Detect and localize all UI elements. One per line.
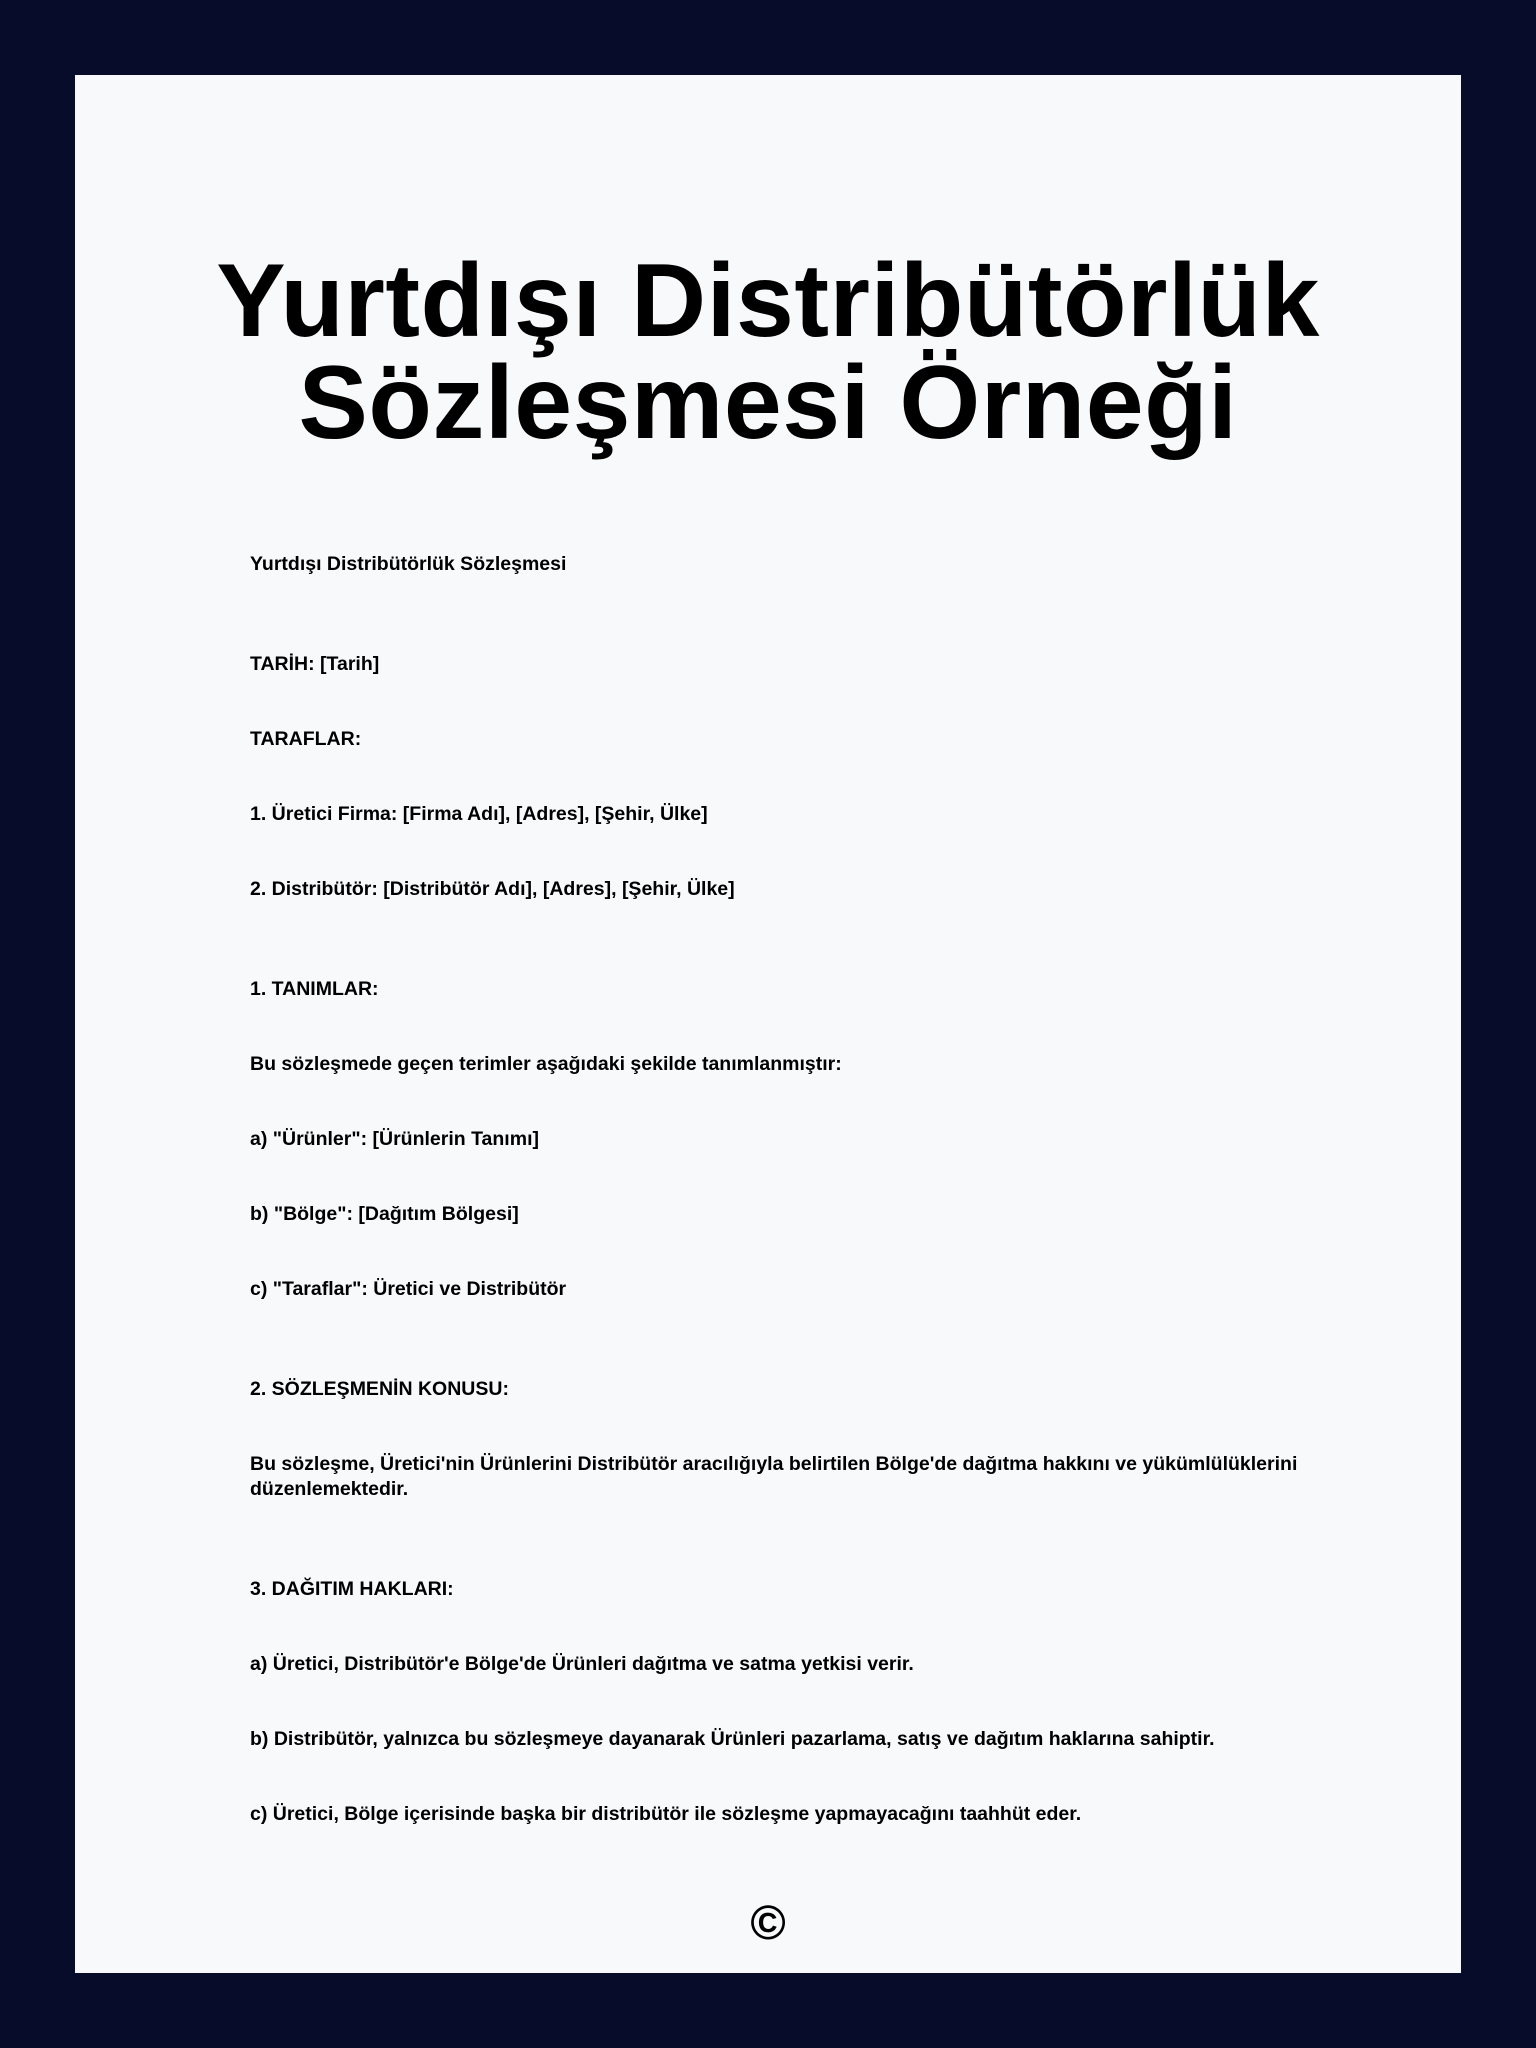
parties-heading: TARAFLAR:: [250, 728, 362, 750]
document-title: [75, 243, 1461, 461]
document-page: [75, 75, 1461, 1973]
distribution-right-c: c) Üretici, Bölge içerisinde başka bir distribütör ile sözleşme yapmayacağını taahhüt eder.: [250, 1803, 1082, 1825]
title-line-1: Yurtdışı Distribütörlük: [216, 243, 1320, 359]
title-line-2: Sözleşmesi Örneği: [298, 345, 1238, 461]
definition-products: a) "Ürünler": [Ürünlerin Tanımı]: [250, 1128, 539, 1150]
section-distribution-rights-heading: 3. DAĞITIM HAKLARI:: [250, 1578, 454, 1600]
section-definitions-heading: 1. TANIMLAR:: [250, 978, 379, 1000]
document-heading: Yurtdışı Distribütörlük Sözleşmesi: [250, 553, 567, 575]
subject-paragraph: Bu sözleşme, Üretici'nin Ürünlerini Distribütör aracılığıyla belirtilen Bölge'de dağıtma hakkını ve yükümlülüklerini düzenlemektedir.: [250, 1453, 1298, 1500]
party-manufacturer: 1. Üretici Firma: [Firma Adı], [Adres], [Şehir, Ülke]: [250, 803, 708, 825]
copyright-icon: ©: [750, 1897, 786, 1950]
party-distributor: 2. Distribütör: [Distribütör Adı], [Adres], [Şehir, Ülke]: [250, 878, 735, 900]
distribution-right-a: a) Üretici, Distribütör'e Bölge'de Ürünleri dağıtma ve satma yetkisi verir.: [250, 1653, 914, 1675]
date-line: TARİH: [Tarih]: [250, 653, 380, 675]
definitions-intro: Bu sözleşmede geçen terimler aşağıdaki şekilde tanımlanmıştır:: [250, 1053, 842, 1075]
definition-parties: c) "Taraflar": Üretici ve Distribütör: [250, 1278, 567, 1300]
distribution-right-b: b) Distribütör, yalnızca bu sözleşmeye dayanarak Ürünleri pazarlama, satış ve dağıtım haklarına sahiptir.: [250, 1728, 1215, 1750]
definition-region: b) "Bölge": [Dağıtım Bölgesi]: [250, 1203, 519, 1225]
section-subject-heading: 2. SÖZLEŞMENİN KONUSU:: [250, 1378, 509, 1400]
